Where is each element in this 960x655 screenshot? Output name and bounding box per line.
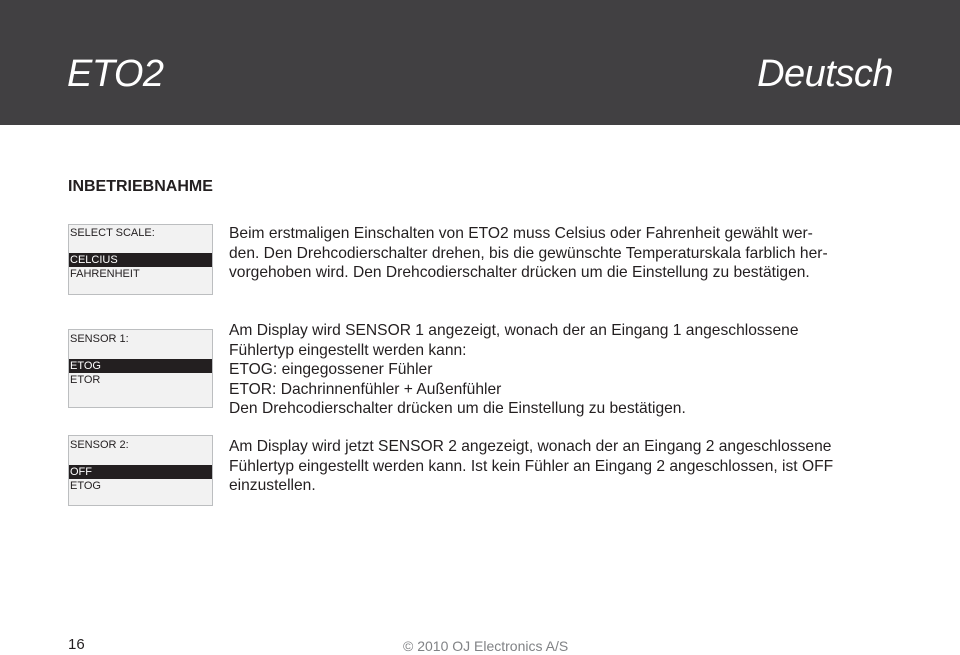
display-option-selected: CELCIUS: [69, 253, 212, 267]
display-option: ETOR: [70, 374, 101, 386]
section-heading: INBETRIEBNAHME: [68, 178, 213, 195]
description-sensor-2: [229, 437, 909, 496]
display-option: ETOG: [70, 480, 101, 492]
display-option-selected: ETOG: [69, 359, 212, 373]
display-title: SELECT SCALE:: [70, 227, 155, 239]
description-line: ETOG: eingegossener Fühler: [229, 361, 433, 378]
display-title: SENSOR 2:: [70, 439, 129, 451]
description-line: Den Drehcodierschalter drücken um die Einstellung zu bestätigen.: [229, 400, 686, 417]
description-line: den. Den Drehcodierschalter drehen, bis die gewünschte Temperaturskala farblich her-: [229, 244, 828, 262]
page-number: 16: [68, 636, 85, 653]
display-option-selected: OFF: [69, 465, 212, 479]
description-line: Am Display wird jetzt SENSOR 2 angezeigt, wonach der an Eingang 2 angeschlossene: [229, 438, 832, 455]
description-line: Fühlertyp eingestellt werden kann:: [229, 341, 467, 359]
display-sensor-2: [68, 435, 213, 506]
page-header: [0, 0, 960, 125]
description-line: Am Display wird SENSOR 1 angezeigt, wonach der an Eingang 1 angeschlossene: [229, 322, 799, 339]
description-line: Beim erstmaligen Einschalten von ETO2 muss Celsius oder Fahrenheit gewählt wer-: [229, 225, 813, 242]
description-line: ETOR: Dachrinnenfühler + Außenfühler: [229, 380, 502, 398]
product-title: ETO2: [67, 53, 164, 95]
description-sensor-1: [229, 321, 909, 419]
description-line: Fühlertyp eingestellt werden kann. Ist kein Fühler an Eingang 2 angeschlossen, ist OFF: [229, 457, 834, 475]
description-line: einzustellen.: [229, 477, 316, 494]
description-line: vorgehoben wird. Den Drehcodierschalter drücken um die Einstellung zu bestätigen.: [229, 264, 810, 281]
language-label: Deutsch: [757, 53, 893, 95]
display-select-scale: [68, 224, 213, 295]
description-select-scale: [229, 224, 909, 283]
display-title: SENSOR 1:: [70, 333, 129, 345]
display-option: FAHRENHEIT: [70, 268, 140, 280]
display-sensor-1: [68, 329, 213, 408]
copyright-notice: © 2010 OJ Electronics A/S: [403, 638, 569, 654]
